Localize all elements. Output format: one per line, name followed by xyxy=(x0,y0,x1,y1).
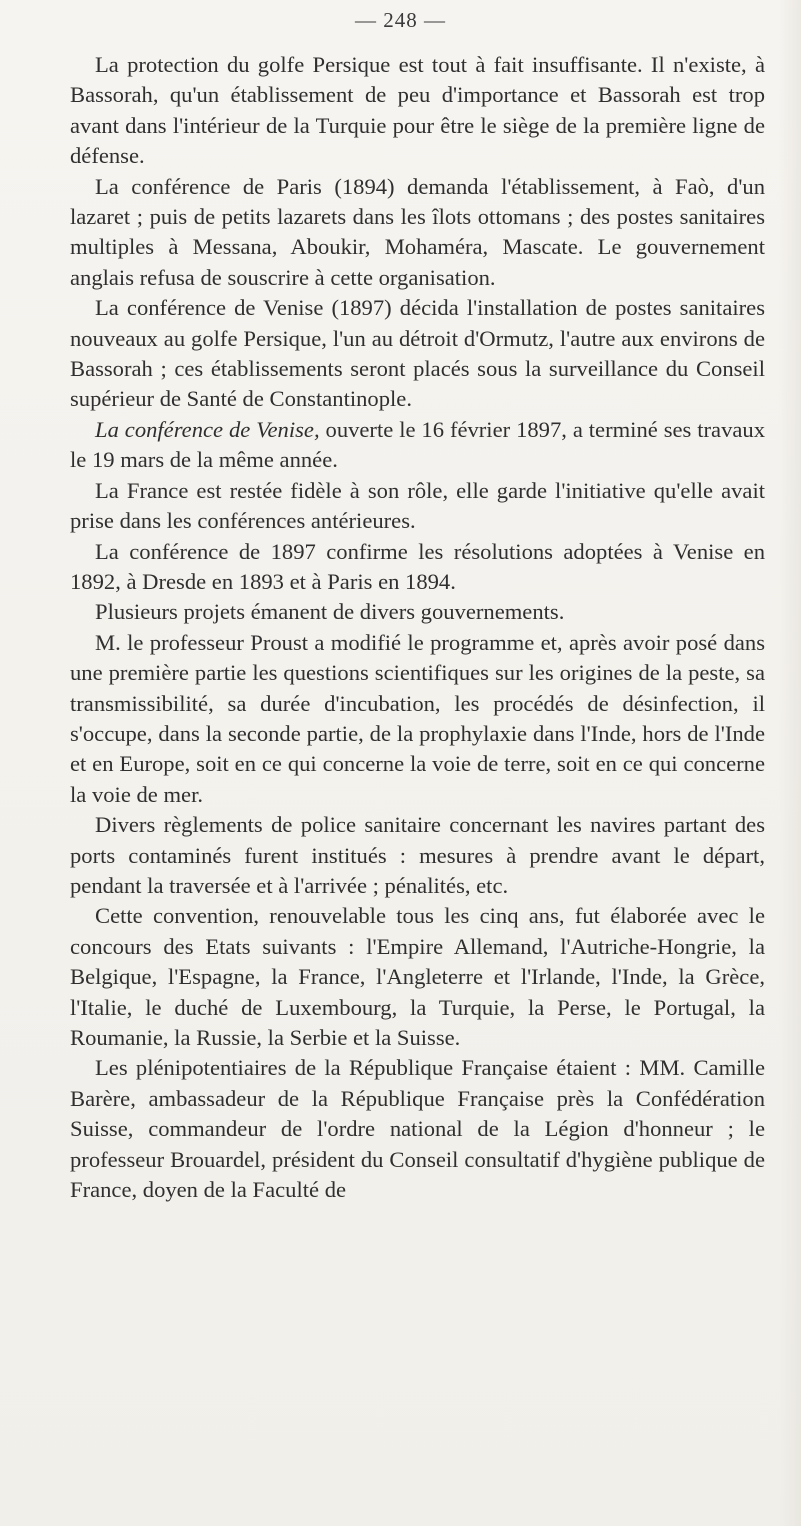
paragraph-10: Cette convention, renouvelable tous les cinq ans, fut élaborée avec le concours des Etats suivants : l'Empire Allemand, l'Autriche-Hongrie, la Belgique, l'Espagne, la France, l'Angleterre et l'Irlande, l'Inde, la Grèce, l'Italie, le duché de Luxembourg, la Turquie, la Perse, le Portugal, la Roumanie, la Russie, la Serbie et la Suisse. xyxy=(70,903,765,1050)
paragraph-8: M. le professeur Proust a modifié le programme et, après avoir posé dans une première partie les questions scientifiques sur les origines de la peste, sa transmissibilité, sa durée d'incubation, les procédés de désinfection, il s'occupe, dans la seconde partie, de la prophylaxie dans l'Inde, hors de l'Inde et en Europe, soit en ce qui concerne la voie de terre, soit en ce qui concerne la voie de mer. xyxy=(70,629,765,807)
paragraph-4 xyxy=(70,415,765,476)
paragraph-6: La conférence de 1897 confirme les résolutions adoptées à Venise en 1892, à Dresde en 1893 et à Paris en 1894. xyxy=(70,538,765,594)
page-number: — 248 — xyxy=(355,8,446,32)
paragraph-2: La conférence de Paris (1894) demanda l'établissement, à Faò, d'un lazaret ; puis de petits lazarets dans les îlots ottomans ; des postes sanitaires multiples à Messana, Aboukir, Mohaméra, Mascate. Le gouvernement anglais refusa de souscrire à cette organisation. xyxy=(70,173,765,290)
paragraph-9: Divers règlements de police sanitaire concernant les navires partant des ports contaminés furent institués : mesures à prendre avant le départ, pendant la traversée et à l'arrivée ; pénalités, etc. xyxy=(70,812,765,898)
paragraph-4-italic-lead: La conférence de Venise, xyxy=(95,416,320,442)
paragraph-5: La France est restée fidèle à son rôle, elle garde l'initiative qu'elle avait prise dans les conférences antérieures. xyxy=(70,477,765,534)
paragraph-1: La protection du golfe Persique est tout à fait insuffisante. Il n'existe, à Bassorah, qu'un établissement de peu d'importance et Bassorah est trop avant dans l'intérieur de la Turquie pour être le siège de la première ligne de défense. xyxy=(70,52,765,169)
body-text xyxy=(70,50,765,1205)
page-edge-shadow xyxy=(779,0,801,1526)
paragraph-3: La conférence de Venise (1897) décida l'installation de postes sanitaires nouveaux au golfe Persique, l'un au détroit d'Ormutz, l'autre aux environs de Bassorah ; ces établissements seront placés sous la surveillance du Conseil supérieur de Santé de Constantinople. xyxy=(70,295,765,412)
paragraph-7: Plusieurs projets émanent de divers gouvernements. xyxy=(95,599,565,625)
paragraph-4-text: ouverte le 16 février 1897, a terminé ses travaux le 19 mars de la même année. xyxy=(70,416,765,473)
paragraph-11: Les plénipotentiaires de la République Française étaient : MM. Camille Barère, ambassadeur de la République Française près la Confédération Suisse, commandeur de l'ordre national de la Légion d'honneur ; le professeur Brouardel, président du Conseil consultatif d'hygiène publique de France, doyen de la Faculté de xyxy=(70,1055,765,1203)
